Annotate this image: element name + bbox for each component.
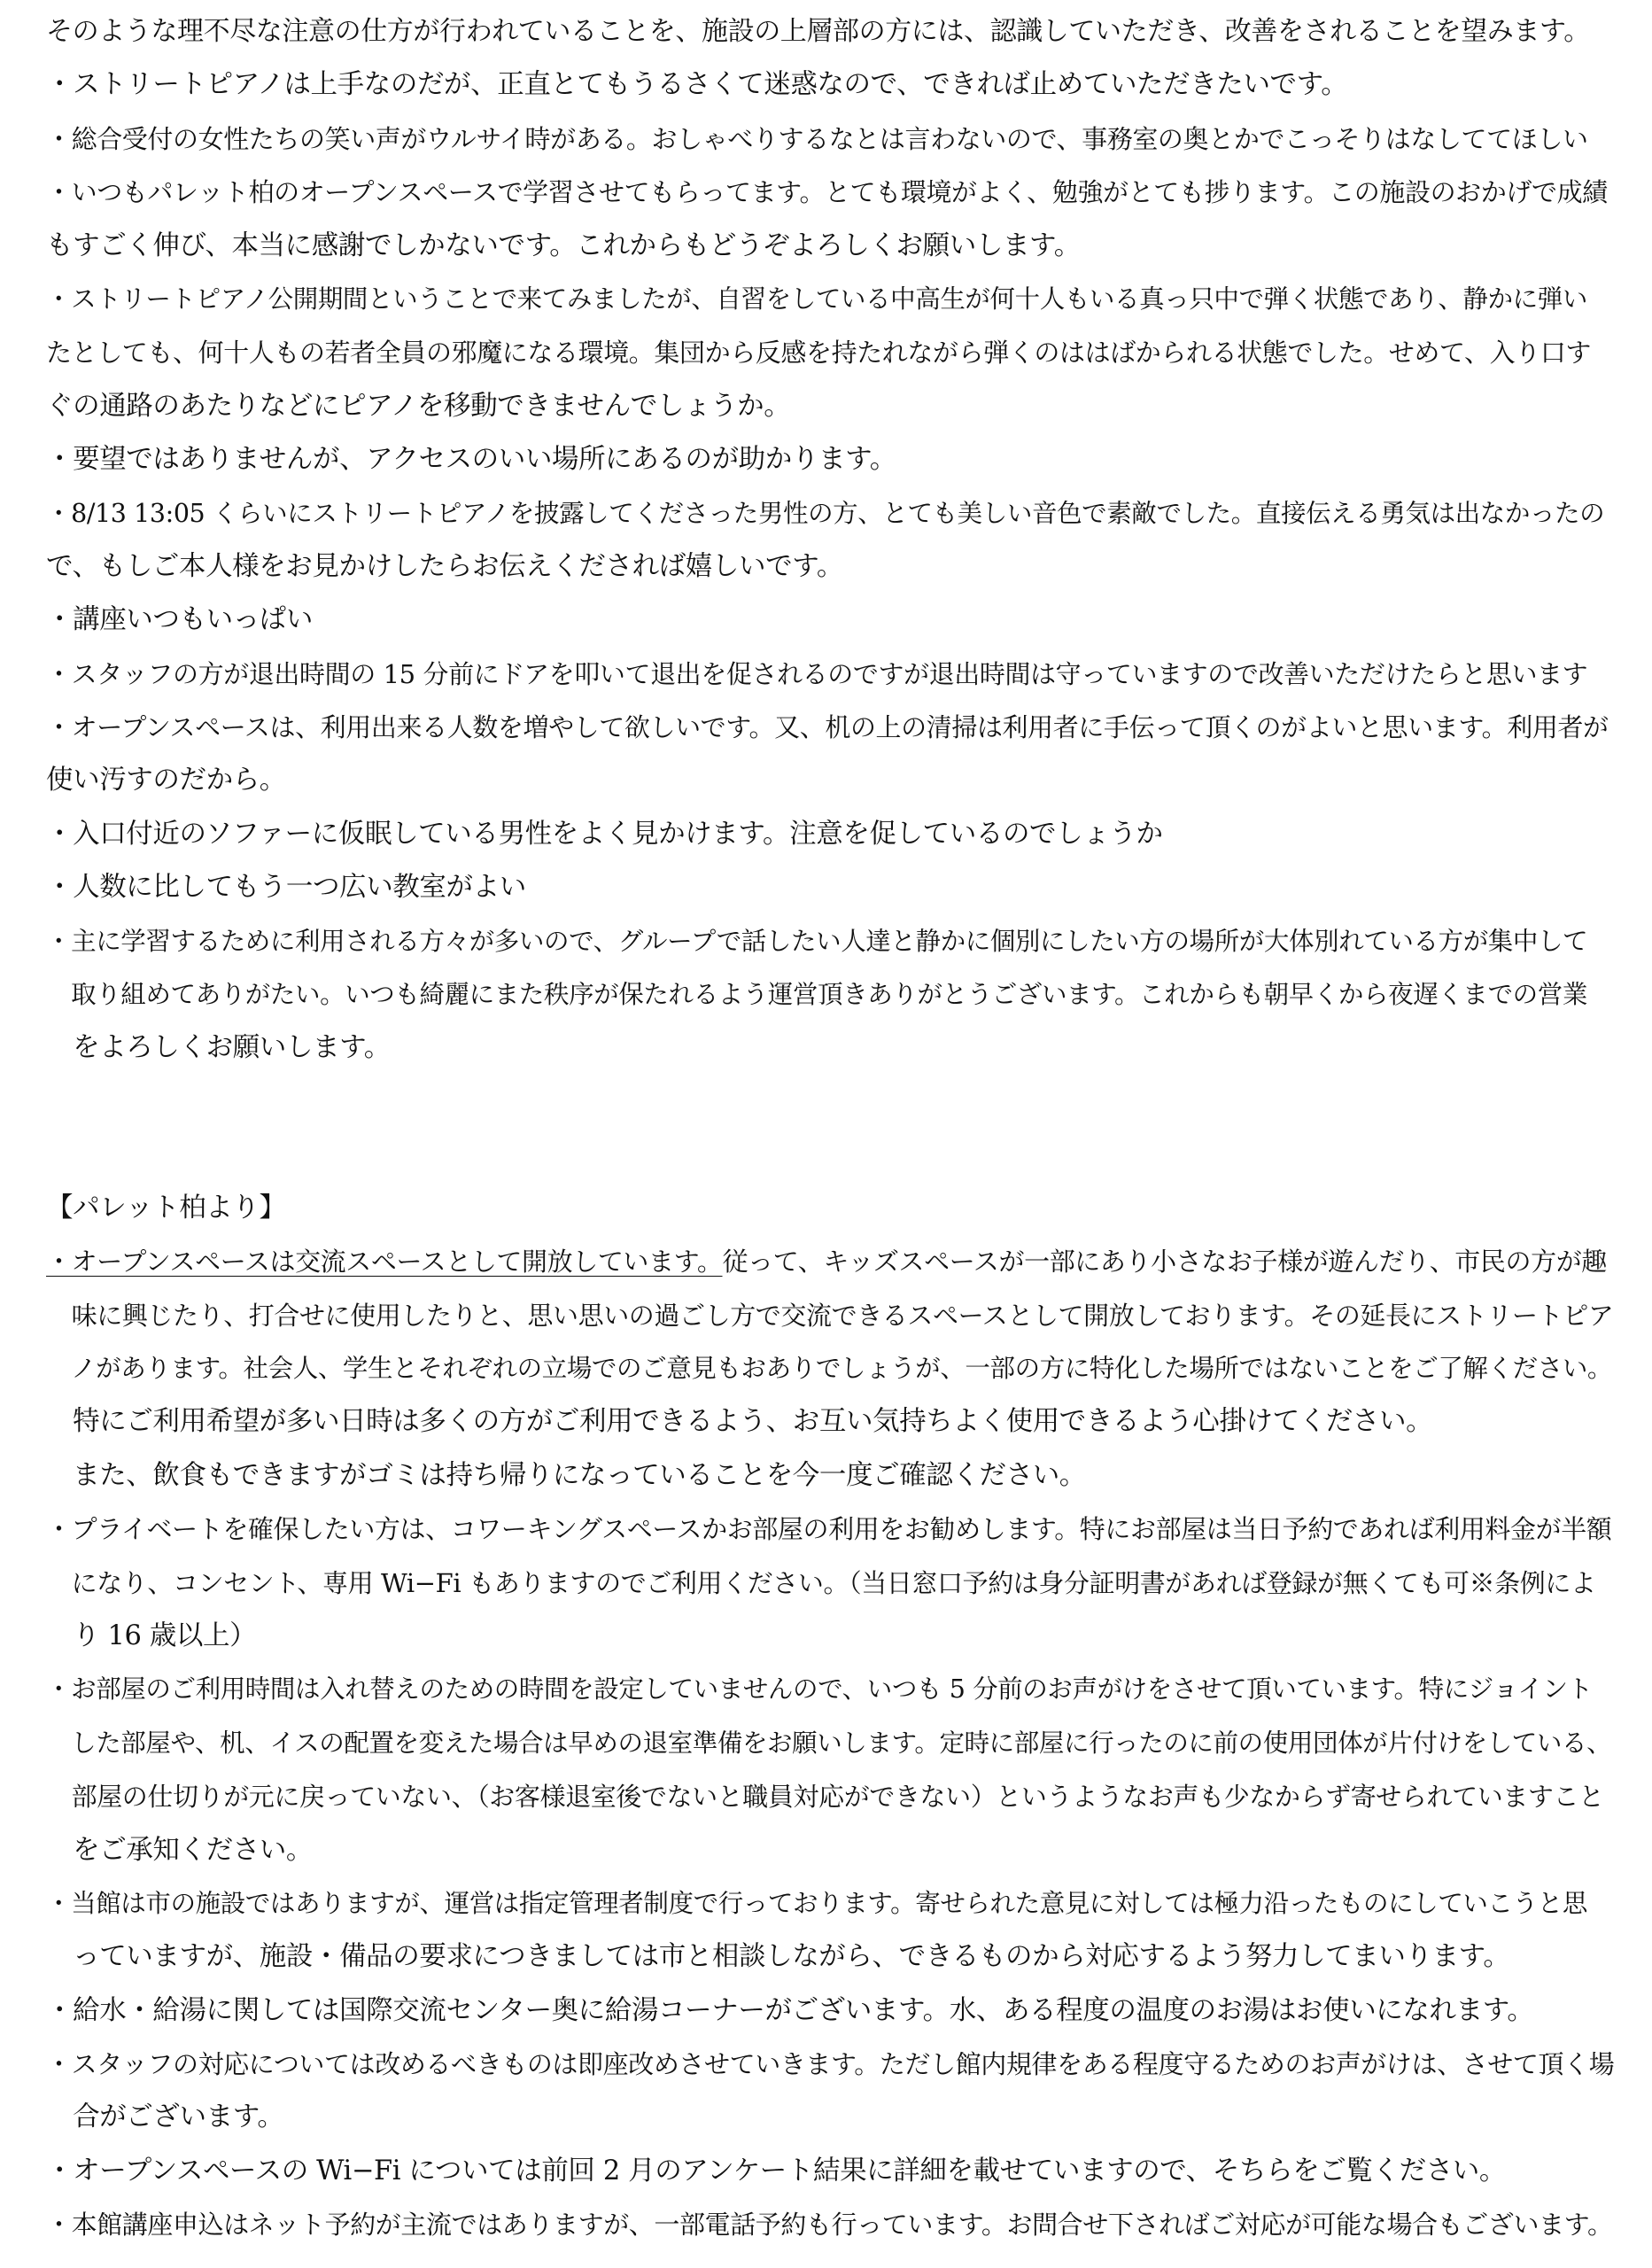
opinion-line: もすごく伸び、本当に感謝でしかないです。これからもどうぞよろしくお願いします。 [46,229,1081,261]
opinion-line: ・入口付近のソファーに仮眠している男性をよく見かけます。注意を促しているのでしょうか [46,818,1163,850]
response-line: 部屋の仕切りが元に戻っていない、（お客様退室後でないと職員対応ができない）というようなお声も少なからず寄せられていますこと [46,1782,1604,1813]
response-line: ・給水・給湯に関しては国際交流センター奥に給湯コーナーがございます。水、ある程度の温度のお湯はお使いになれます。 [46,1994,1534,2026]
response-line: ・お部屋のご利用時間は入れ替えのための時間を設定していませんので、いつも 5 分前のお声がけをさせて頂いています。特にジョイント [46,1674,1593,1705]
opinion-line: たとしても、何十人もの若者全員の邪魔になる環境。集団から反感を持たれながら弾くのははばかられる状態でした。せめて、入り口す [46,338,1592,369]
response-line: ・当館は市の施設ではありますが、運営は指定管理者制度で行っております。寄せられた意見に対しては極力沿ったものにしていこうと思 [46,1888,1587,1918]
response-heading: 【パレット柏より】 [46,1192,286,1223]
opinion-line: をよろしくお願いします。 [46,1032,391,1064]
opinion-line: ・主に学習するために利用される方々が多いので、グループで話したい人達と静かに個別にしたい方の場所が大体別れている方が集中して [46,926,1588,956]
response-line: した部屋や、机、イスの配置を変えた場合は早めの退室準備をお願いします。定時に部屋に行ったのに前の使用団体が片付けをしている、 [46,1728,1612,1758]
response-line: 味に興じたり、打合せに使用したりと、思い思いの過ごし方で交流できるスペースとして開放しております。その延長にストリートピア [46,1300,1614,1331]
opinion-line: ・ストリートピアノ公開期間ということで来てみましたが、自習をしている中高生が何十人もいる真っ只中で弾く状態であり、静かに弾い [46,284,1587,314]
response-line: ノがあります。社会人、学生とそれぞれの立場でのご意見もおありでしょうが、一部の方に特化した場所ではないことをご了解ください。 [46,1353,1613,1383]
opinion-line: ・オープンスペースは、利用出来る人数を増やして欲しいです。又、机の上の清掃は利用者に手伝って頂くのがよいと思います。利用者が [46,712,1609,743]
response-line: をご承知ください。 [46,1834,313,1866]
opinion-line: ・要望ではありませんが、アクセスのいい場所にあるのが助かります。 [46,444,896,476]
opinion-line: 使い汚すのだから。 [46,765,286,796]
facility-response-section [46,1182,1614,2252]
opinion-line: ・いつもパレット柏のオープンスペースで学習させてもらってます。とても環境がよく、勉強がとても捗ります。この施設のおかげで成績 [46,177,1608,208]
user-opinions-section [46,5,1614,1076]
opinion-line: そのような理不尽な注意の仕方が行われていることを、施設の上層部の方には、認識していただき、改善をされることを望みます。 [46,16,1590,47]
response-text: 従って、キッズスペースが一部にあり小さなお子様が遊んだり、市民の方が趣 [722,1247,1607,1278]
opinion-line: ・講座いつもいっぱい [46,604,313,636]
underlined-statement: ・オープンスペースは交流スペースとして開放しています。 [46,1247,723,1278]
response-line: ・スタッフの対応については改めるべきものは即座改めさせていきます。ただし館内規律をある程度守るためのお声がけは、させて頂く場 [46,2049,1615,2080]
response-line [46,1235,1614,1288]
opinion-line: 取り組めてありがたい。いつも綺麗にまた秩序が保たれるよう運営頂きありがとうございます。これからも朝早くから夜遅くまでの営業 [46,980,1587,1010]
response-line: ・オープンスペースの Wi−Fi については前回 2 月のアンケート結果に詳細を載せていますので、そちらをご覧ください。 [46,2155,1506,2186]
opinion-line: で、もしご本人様をお見かけしたらお伝えくだされば嬉しいです。 [46,550,843,582]
response-line: っていますが、施設・備品の要求につきましては市と相談しながら、できるものから対応するよう努力してまいります。 [46,1941,1510,1973]
opinion-line: ぐの通路のあたりなどにピアノを移動できませんでしょうか。 [46,390,791,422]
opinion-line: ・総合受付の女性たちの笑い声がウルサイ時がある。おしゃべりするなとは言わないので、事務室の奥とかでこっそりはなしててほしい [46,123,1588,154]
opinion-line: ・8/13 13:05 くらいにストリートピアノを披露してくださった男性の方、とても美しい音色で素敵でした。直接伝える勇気は出なかったの [46,498,1605,528]
response-line: ・プライベートを確保したい方は、コワーキングスペースかお部屋の利用をお勧めします。特にお部屋は当日予約であれば利用料金が半額 [46,1514,1612,1545]
response-line: また、飲食もできますがゴミは持ち帰りになっていることを今一度ご確認ください。 [46,1459,1086,1491]
opinion-line: ・人数に比してもう一つ広い教室がよい [46,872,526,904]
document-page [46,5,1614,2252]
response-line: ・本館講座申込はネット予約が主流ではありますが、一部電話予約も行っています。お問合せ下さればご対応が可能な場合もございます。 [46,2210,1613,2241]
opinion-line: ・ストリートピアノは上手なのだが、正直とてもうるさくて迷惑なので、できれば止めていただきたいです。 [46,69,1348,101]
opinion-line: ・スタッフの方が退出時間の 15 分前にドアを叩いて退出を促されるのですが退出時間は守っていますので改善いただけたらと思います [46,658,1588,689]
response-line: になり、コンセント、専用 Wi−Fi もありますのでご利用ください。（当日窓口予約は身分証明書があれば登録が無くても可※条例によ [46,1567,1596,1598]
response-line: 合がございます。 [46,2101,284,2133]
response-line: 特にご利用希望が多い日時は多くの方がご利用できるよう、お互い気持ちよく使用できるよう心掛けてください。 [46,1406,1433,1438]
section-spacer [46,1076,1614,1182]
response-line: り 16 歳以上） [46,1619,257,1651]
